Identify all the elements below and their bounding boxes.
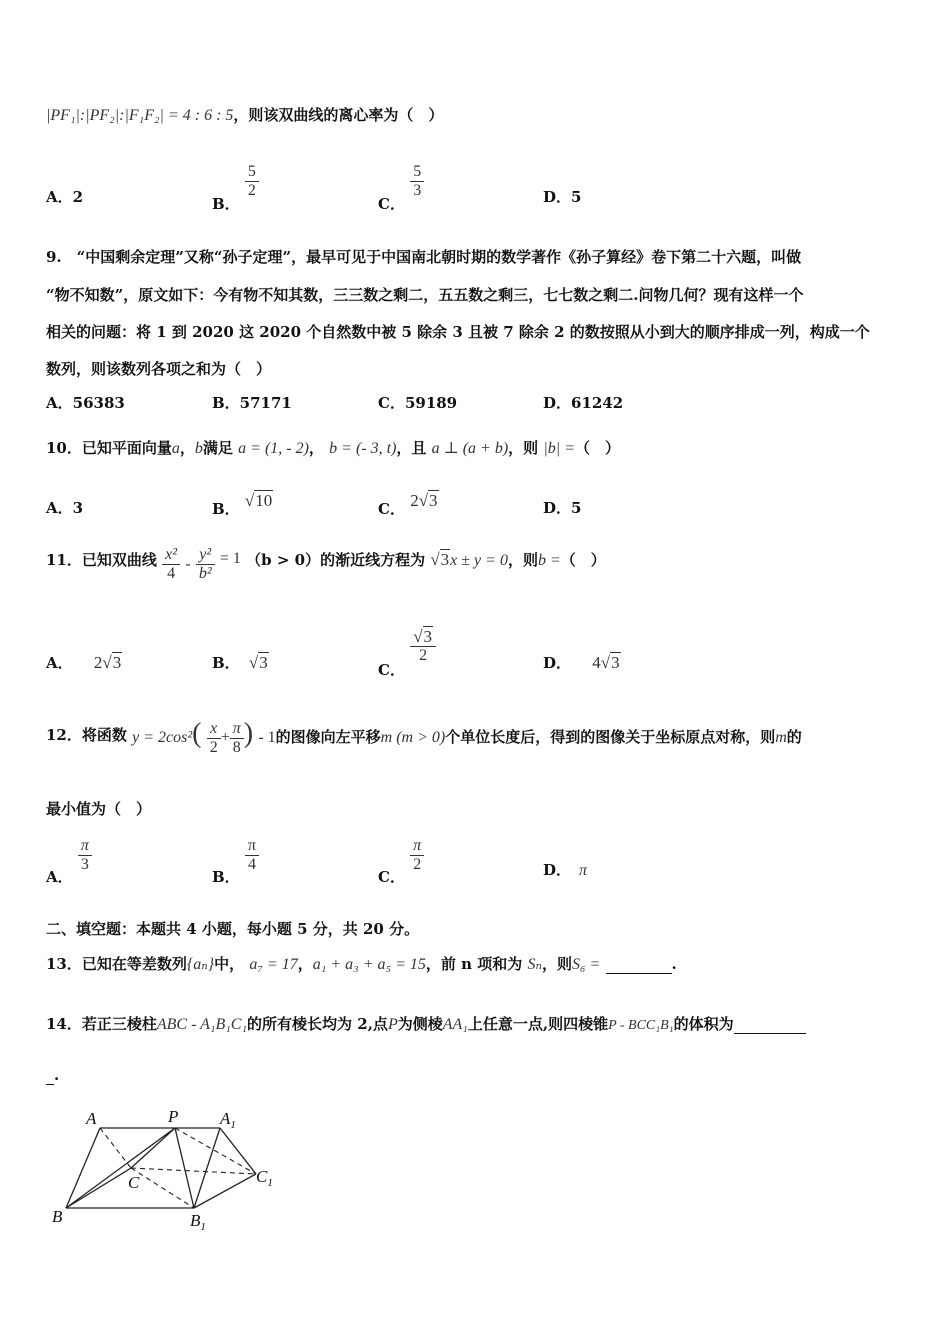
edge-C-C1 xyxy=(131,1168,256,1174)
q8-stem-text: ，则该双曲线的离心率为（ ） xyxy=(233,106,444,124)
q10-option-d[interactable]: D．5 xyxy=(543,499,582,517)
label-B: B xyxy=(52,1207,63,1226)
edge-A-C xyxy=(100,1128,131,1168)
q10-b-def: b = (- 3, t) xyxy=(329,440,397,457)
q8-option-b-frac: $\frac{5}{2}$ xyxy=(245,163,259,200)
edge-P-C xyxy=(131,1128,175,1168)
q9-line-3: 相关的问题：将 1 到 2020 这 2020 个自然数中被 5 除余 3 且被 7 除余 2 的数按照从小到大的顺序排成一列，构成一个 xyxy=(46,323,870,341)
q8-option-d[interactable]: D．5 xyxy=(543,188,582,206)
q11-option-d[interactable]: D． 4√3 xyxy=(543,653,620,672)
edge-A1-C1 xyxy=(220,1128,256,1174)
q8-option-c-frac: $\frac{5}{3}$ xyxy=(410,163,424,200)
q11-asym-eq: x ± y = 0 xyxy=(450,551,508,569)
q11-option-b[interactable]: B． √3 xyxy=(212,653,268,672)
q14-stem: 14．若正三棱柱ABC - A₁B₁C₁的所有棱长均为 2,点P为侧棱AA₁上任意一点,则四棱锥P - BCC₁B₁的体积为 xyxy=(46,1013,806,1034)
q11-option-a[interactable]: A． 2√3 xyxy=(46,653,122,672)
q9-option-a[interactable]: A．56383 xyxy=(46,394,125,412)
q10-stem: 10．已知平面向量a，b满足 a = (1, - 2)， b = (- 3, t)，且 a ⊥ (a + b)，则 |b| =（ ） xyxy=(46,439,621,457)
q10-option-c-sqrt: 2√3 xyxy=(410,491,438,510)
q12-option-c[interactable]: C． $\frac{\pi}{2}$ xyxy=(378,837,424,874)
q10-option-b[interactable]: B． √10 xyxy=(212,491,273,518)
q12-option-c-frac: $\frac{\pi}{2}$ xyxy=(410,837,424,874)
q8-option-a[interactable]: A．2 xyxy=(46,188,84,206)
q12-option-a-frac: $\frac{\pi}{3}$ xyxy=(78,837,92,874)
prism-figure xyxy=(44,1098,284,1238)
q11-option-a-sqrt: 2√3 xyxy=(93,653,122,672)
edge-B-C-solid xyxy=(66,1168,131,1208)
q14-answer-blank-cont[interactable] xyxy=(46,1066,54,1085)
q10-option-b-sqrt: √10 xyxy=(244,491,273,510)
q10-abs-b: |b| = xyxy=(543,440,575,457)
q14-answer-blank[interactable] xyxy=(734,1015,806,1034)
q11-option-d-sqrt: 4√3 xyxy=(592,653,620,672)
q11-option-b-sqrt: √3 xyxy=(248,653,268,672)
q10-vec-b: b xyxy=(194,440,203,457)
q10-perp: a ⊥ (a + b) xyxy=(431,440,509,457)
edge-C-B1 xyxy=(131,1168,194,1208)
label-A1: $A_1$ xyxy=(220,1109,236,1131)
q10-option-c[interactable]: C． 2√3 xyxy=(378,491,438,518)
label-P: P xyxy=(168,1107,179,1126)
q12-option-a[interactable]: A． $\frac{\pi}{3}$ xyxy=(46,837,92,874)
q11-stem: 11．已知双曲线 $\frac{\text{x²}}{4}$ - $\frac{\text{y²}}{\text{b²}}$ = 1 （b > 0）的渐近线方程为 √3x ± y = 0，则b =（ ） xyxy=(46,546,606,582)
q9-line-1: 9. “中国剩余定理”又称“孙子定理”，最早可见于中国南北朝时期的数学著作《孙子算经》卷下第二十六题，叫做 xyxy=(46,248,802,266)
label-C: C xyxy=(128,1173,140,1192)
q9-option-b[interactable]: B．57171 xyxy=(212,394,292,412)
q8-ratio-math: |PF₁|:|PF₂|:|F₁F₂| = 4 : 6 : 5 xyxy=(46,107,234,124)
q9-option-c[interactable]: C．59189 xyxy=(378,394,458,412)
q11-option-c-frac: $\frac{√3}{2}$ xyxy=(410,628,436,665)
q14-line-2: . xyxy=(46,1066,59,1085)
q10-vec-a: a xyxy=(171,440,180,457)
q8-option-b[interactable]: B． $\frac{5}{2}$ xyxy=(212,163,259,200)
q13-answer-blank[interactable] xyxy=(606,955,672,974)
label-B1: $B_1$ xyxy=(190,1211,206,1233)
q12-option-d[interactable]: D． π xyxy=(543,861,588,879)
q12-frac-x: $\frac{x}{2}$ xyxy=(207,720,221,757)
section-2-heading: 二、填空题：本题共 4 小题，每小题 5 分，共 20 分。 xyxy=(46,920,420,938)
q12-option-b-frac: $\frac{\pi}{4}$ xyxy=(245,837,259,874)
q12-line-2: 最小值为（ ） xyxy=(46,800,152,818)
q12-option-b[interactable]: B． $\frac{\pi}{4}$ xyxy=(212,837,259,874)
q10-a-def: a = (1, - 2) xyxy=(238,440,309,457)
q11-frac-x: $\frac{\text{x²}}{4}$ xyxy=(162,546,180,583)
q12-frac-pi: $\frac{\pi}{8}$ xyxy=(230,720,244,757)
q8-option-c[interactable]: C． $\frac{5}{3}$ xyxy=(378,163,424,200)
q9-line-4: 数列，则该数列各项之和为（ ） xyxy=(46,360,272,378)
label-A: A xyxy=(86,1109,97,1128)
q9-option-d[interactable]: D．61242 xyxy=(543,394,624,412)
q11-option-c[interactable]: C． $\frac{√3}{2}$ xyxy=(378,628,436,665)
label-C1: $C_1$ xyxy=(256,1167,273,1189)
edge-P-C1 xyxy=(175,1128,256,1174)
q9-line-2: “物不知数”，原文如下：今有物不知其数，三三数之剩二，五五数之剩三，七七数之剩二.问物几何？现有这样一个 xyxy=(46,286,804,304)
q8-stem xyxy=(46,104,443,125)
q10-option-a[interactable]: A．3 xyxy=(46,499,84,517)
q12-stem: 12．将函数 y = 2cos²( $\frac{x}{2}$ + $\frac{\pi}{8}$ ) - 1的图像向左平移m (m > 0)个单位长度后，得到的图像关于坐标原点对称，则m的 xyxy=(46,718,802,756)
edge-P-B1 xyxy=(175,1128,194,1208)
q13-stem: 13．已知在等差数列{aₙ}中， a₇ = 17，a₁ + a₃ + a₅ = 15，前 n 项和为 Sₙ，则S₆ = . xyxy=(46,955,677,973)
q11-frac-y: $\frac{\text{y²}}{\text{b²}}$ xyxy=(196,546,215,583)
